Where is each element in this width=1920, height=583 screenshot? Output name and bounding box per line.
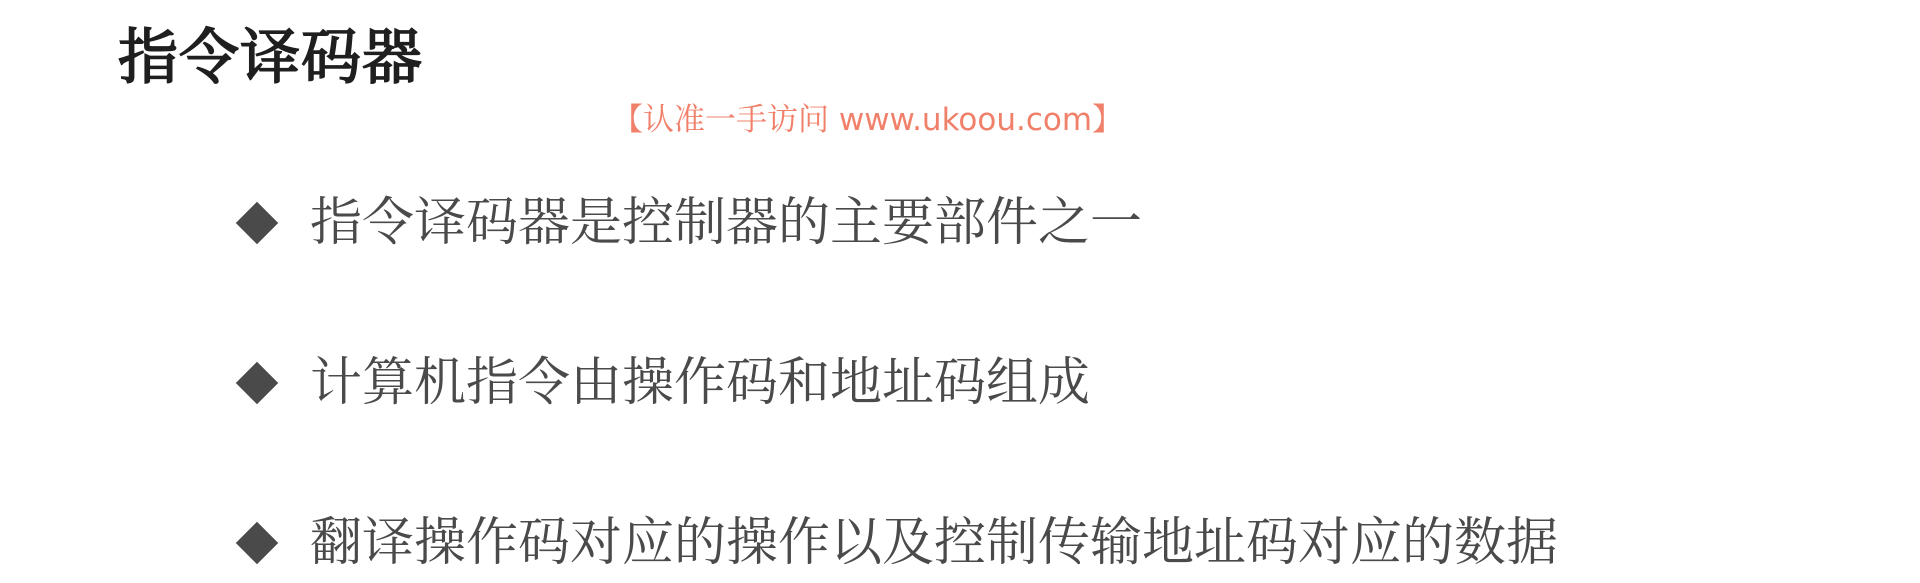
diamond-icon: [236, 362, 278, 404]
diamond-icon: [236, 522, 278, 564]
slide-title: 指令译码器: [118, 23, 423, 93]
bullet-item: [232, 505, 1558, 581]
diamond-icon: [236, 202, 278, 244]
bullet-item: [232, 345, 1558, 421]
bullet-text: 指令译码器是控制器的主要部件之一: [310, 192, 1143, 253]
bullet-list: [232, 185, 1558, 581]
bullet-text: 翻译操作码对应的操作以及控制传输地址码对应的数据: [310, 512, 1559, 573]
bullet-text: 计算机指令由操作码和地址码组成: [310, 352, 1091, 413]
watermark-text: 【认准一手访问 www.ukoou.com】: [612, 102, 1124, 138]
bullet-item: [232, 185, 1558, 261]
